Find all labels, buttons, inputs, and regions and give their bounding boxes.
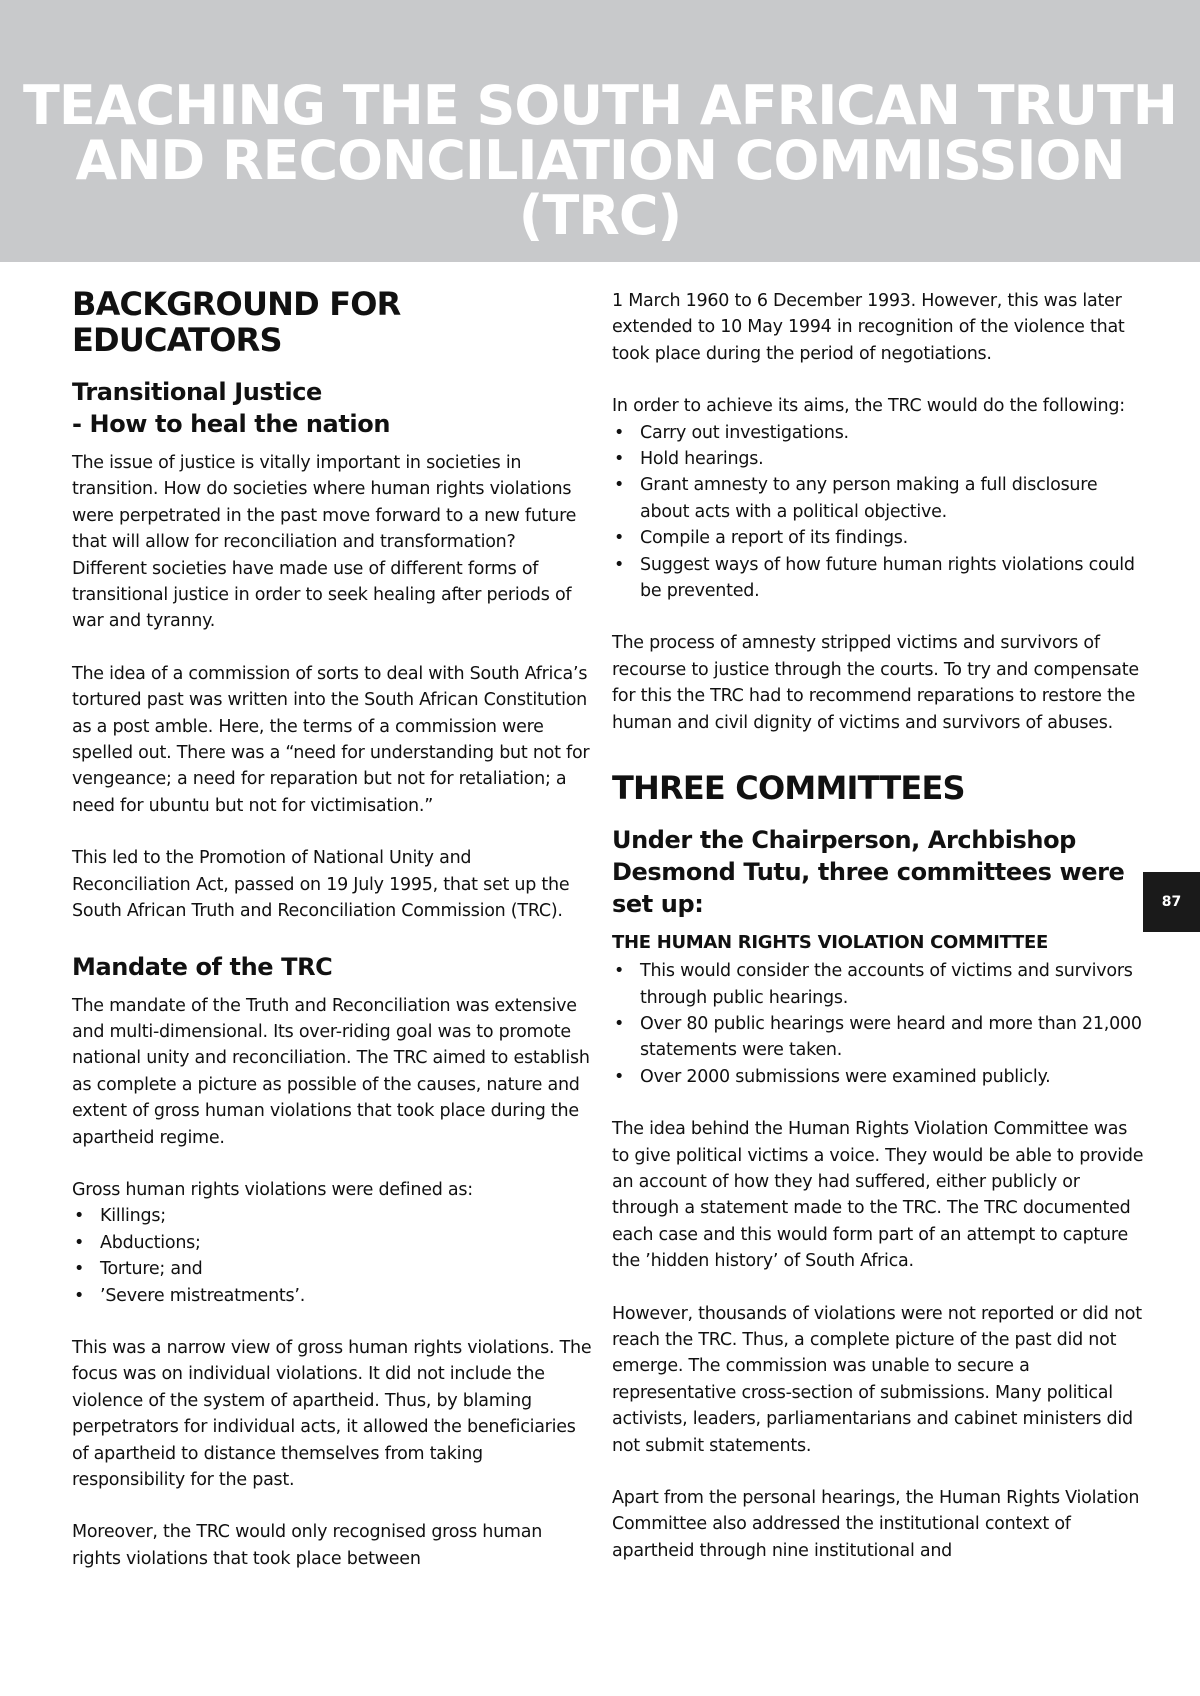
list-item: • Compile a report of its findings. (612, 525, 1144, 551)
page-title: TEACHING THE SOUTH AFRICAN TRUTH AND RECONCILIATION COMMISSION (TRC) (23, 74, 1177, 247)
apart-paragraph: Apart from the personal hearings, the Human Rights Violation Committee also addressed the institutional context of apartheid through nine institutional and (612, 1488, 1140, 1561)
list-item: • Abductions; (72, 1230, 592, 1256)
gross-violations-intro: Gross human rights violations were defined as: (72, 1179, 473, 1200)
constitution-paragraph: The idea of a commission of sorts to deal with South Africa’s tortured past was written into the South African Constitution as a post amble. Here, the terms of a commission were spelled out. There was a “need for understanding but not for vengeance; a need for reparation but not for retaliation; a need for ubuntu but not for victimisation.” (72, 663, 590, 816)
page-number-tab (1143, 872, 1200, 932)
left-column (72, 286, 592, 1572)
committees-subheading: Under the Chairperson, Archbishop Desmond Tutu, three committees were set up: (612, 826, 1125, 919)
three-committees-heading: THREE COMMITTEES (612, 769, 965, 808)
list-item: • Carry out investigations. (612, 420, 1144, 446)
page-number: 87 (1161, 894, 1182, 910)
list-item: • Hold hearings. (612, 446, 1144, 472)
dates-paragraph: 1 March 1960 to 6 December 1993. However, this was later extended to 10 May 1994 in recognition of the violence that took place during the period of negotiations. (612, 291, 1125, 364)
transitional-justice-line-1: Transitional Justice (72, 378, 322, 406)
mandate-heading: Mandate of the TRC (72, 952, 333, 981)
aims-intro: In order to achieve its aims, the TRC would do the following: (612, 396, 1125, 417)
transitional-justice-heading (72, 376, 592, 440)
hrvc-heading: THE HUMAN RIGHTS VIOLATION COMMITTEE (612, 932, 1049, 954)
hrvc-idea-paragraph: The idea behind the Human Rights Violation Committee was to give political victims a voice. They would be able to provide an account of how they had suffered, either publicly or through a statement made to the TRC. The TRC documented each case and this would form part of an attempt to capture the ’hidden history’ of South Africa. (612, 1119, 1144, 1272)
hrvc-list (612, 958, 1144, 1090)
amnesty-paragraph: The process of amnesty stripped victims and survivors of recourse to justice through the courts. To try and compensate for this the TRC had to recommend reparations to restore the human and civil dignity of victims and survivors of abuses. (612, 633, 1139, 733)
list-item: • ’Severe mistreatments’. (72, 1283, 592, 1309)
right-column (612, 288, 1144, 1564)
mandate-paragraph: The mandate of the Truth and Reconciliation was extensive and multi-dimensional. Its over-riding goal was to promote national unity and reconciliation. The TRC aimed to establish as complete a picture as possible of the causes, nature and extent of gross human violations that took place during the apartheid regime. (72, 995, 590, 1148)
list-item: • This would consider the accounts of victims and survivors through public hearings. (612, 958, 1144, 1011)
aims-list (612, 420, 1144, 605)
list-item: • Grant amnesty to any person making a full disclosure about acts with a political objective. (612, 472, 1144, 525)
title-banner (0, 0, 1200, 262)
list-item: • Killings; (72, 1203, 592, 1229)
justice-paragraph: The issue of justice is vitally important in societies in transition. How do societies where human rights violations were perpetrated in the past move forward to a new future that will allow for reconciliation and transformation? Different societies have made use of different forms of transitional justice in order to seek healing after periods of war and tyranny. (72, 453, 577, 632)
gross-violations-list (72, 1203, 592, 1309)
however-paragraph: However, thousands of violations were not reported or did not reach the TRC. Thus, a complete picture of the past did not emerge. The commission was unable to secure a representative cross-section of submissions. Many political activists, leaders, parliamentarians and cabinet ministers did not submit statements. (612, 1303, 1142, 1456)
background-heading: BACKGROUND FOR EDUCATORS (72, 285, 401, 359)
transitional-justice-line-2: - How to heal the nation (72, 410, 391, 438)
narrow-view-paragraph: This was a narrow view of gross human rights violations. The focus was on individual violations. It did not include the violence of the system of apartheid. Thus, by blaming perpetrators for individual acts, it allowed the beneficiaries of apartheid to distance themselves from taking responsibility for the past. (72, 1337, 592, 1490)
list-item: • Over 2000 submissions were examined publicly. (612, 1064, 1144, 1090)
list-item: • Suggest ways of how future human rights violations could be prevented. (612, 552, 1144, 605)
moreover-paragraph: Moreover, the TRC would only recognised gross human rights violations that took place between (72, 1522, 543, 1569)
list-item: • Over 80 public hearings were heard and more than 21,000 statements were taken. (612, 1011, 1144, 1064)
act-paragraph: This led to the Promotion of National Unity and Reconciliation Act, passed on 19 July 1995, that set up the South African Truth and Reconciliation Commission (TRC). (72, 848, 570, 922)
list-item: • Torture; and (72, 1256, 592, 1282)
